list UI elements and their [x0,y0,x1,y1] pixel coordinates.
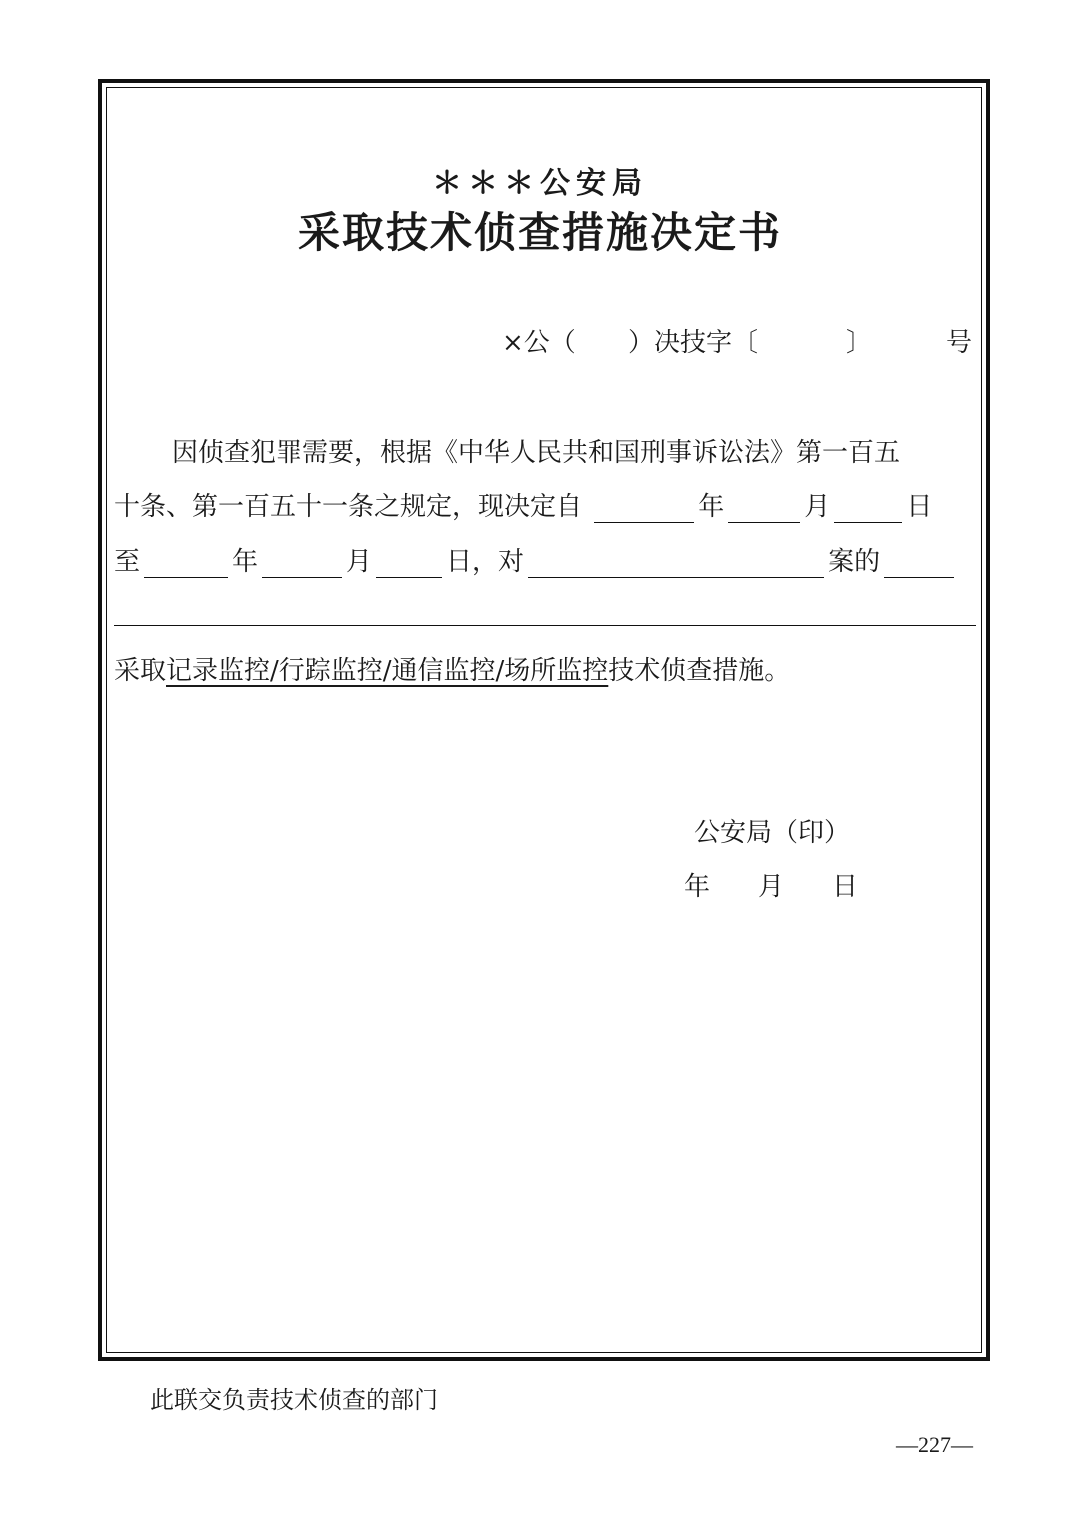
to-label: 至 [114,547,141,577]
signature-date [684,866,858,903]
body-line-1: 因侦查犯罪需要，根据《中华人民共和国刑事诉讼法》第一百五 [172,438,901,468]
start-day-label: 日 [906,492,933,522]
copy-recipient-note: 此联交负责技术侦查的部门 [150,1386,438,1414]
doc-number-close: 〕 [846,328,873,358]
signature-year: 年 [684,872,711,902]
end-year-label: 年 [232,547,259,577]
body-line-2 [114,486,932,523]
start-month-label: 月 [804,492,831,522]
body-line-2-prefix: 十条、第一百五十一条之规定，现决定自 [114,492,583,522]
document-title: 采取技术侦查措施决定书 [297,208,782,257]
measure-prefix: 采取 [114,656,167,686]
measure-options: 记录监控/行踪监控/通信监控/场所监控 [166,656,609,686]
issuer-heading: ＊＊＊公安局 [432,166,648,201]
end-month-label: 月 [346,547,373,577]
body-line-3 [114,541,958,578]
end-year-blank[interactable] [144,547,228,578]
case-name-blank[interactable] [528,547,824,578]
start-year-blank[interactable] [594,492,694,523]
subject-continuation-line[interactable] [114,625,976,626]
measure-line [114,650,790,687]
seal-label: 公安局（印） [694,818,851,848]
doc-number-middle: ）决技字〔 [628,328,759,358]
end-day-label: 日，对 [446,547,525,577]
start-year-label: 年 [698,492,725,522]
end-day-blank[interactable] [376,547,442,578]
document-inner-border [106,87,982,1353]
start-month-blank[interactable] [728,492,800,523]
measure-suffix: 技术侦查措施。 [608,656,791,686]
subject-blank[interactable] [884,547,954,578]
doc-number-prefix: ×公（ [502,328,576,358]
end-month-blank[interactable] [262,547,342,578]
page-number: —227— [896,1432,973,1457]
signature-day: 日 [832,872,859,902]
start-day-blank[interactable] [834,492,902,523]
signature-month: 月 [758,872,785,902]
case-of-label: 案的 [828,547,881,577]
doc-number-suffix: 号 [946,328,973,358]
